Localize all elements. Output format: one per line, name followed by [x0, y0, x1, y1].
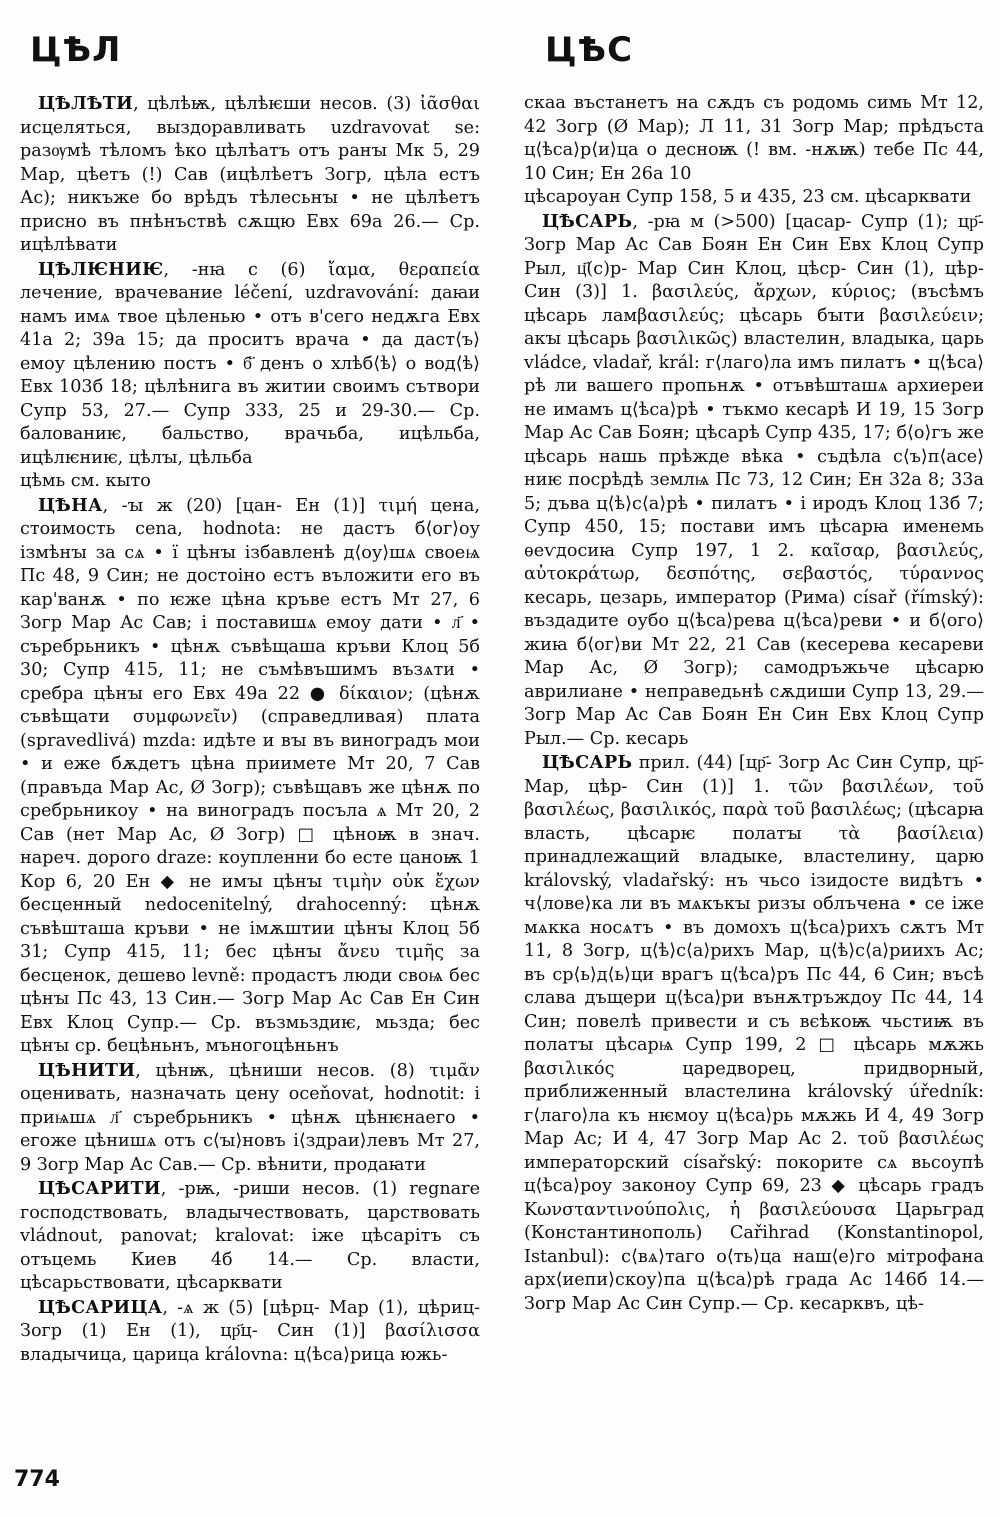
- entry-headword: ЦѢНИТИ: [38, 1059, 136, 1081]
- entry-text: скаа въстанетъ на сѫдъ съ родомь симь Мт 12, 42 Зогр (Ø Мар); Л 11, 31 Зогр Мар; прѣдъста ц⟨ѣса⟩р⟨и⟩ца о десноѭ (! вм. -нѫѭ) тебе Пс 44, 10 Син; Ен 26а 10: [524, 93, 984, 184]
- dictionary-entry: [20, 1296, 480, 1368]
- running-head-left: ЦѢЛ: [30, 30, 122, 70]
- entry-text: , цѣнѭ, цѣниши несов. (8) τιμᾶν оценивать, назначать цену oceňovat, hodnotit: і приѩшѧ л҃ сърeбрьникъ • цѣнѫ цѣнѥнаего • егоже цѣнишѧ отъ с⟨ꙑ⟩новъ і⟨здраи⟩левъ Мт 27, 9 Зогр Мар Ас Сав.— Ср. вѣнити, продаꙗти: [20, 1060, 480, 1175]
- dictionary-entry: [524, 751, 984, 1316]
- dictionary-entry: [20, 494, 480, 1059]
- entry-headword: ЦѢЛѤНИѤ: [38, 258, 164, 280]
- dictionary-entry: [20, 92, 480, 258]
- entry-headword: ЦѢЛѢТИ: [38, 93, 134, 114]
- entry-text: , -ꙑ ж (20) [цан- Ен (1)] τιμή цена, стоимость cena, hodnota: не дастъ б⟨ог⟩оу ізмѣнꙑ за сѧ • ї цѣнꙑ ізбавленѣ д⟨оу⟩шѧ своеѩ Пс 48, 9 Син; не достоіно естъ вълoжити его въ кар'ванѫ • по ѥже цѣна кръве естъ Мт 27, 6 Зогр Мар Ас Сав; і поставишѧ емоу дати • л҃ • сърeбрьникъ • цѣнѫ съвѣщаша кръви Клоц 5б 30; Супр 415, 11; не съмѣвъшимъ възѧти • сребра цѣнꙑ его Евх 49а 22 ● δίκαιον; (цѣнѫ съвѣщати συμφωνεῖν) (справедливая) плата (spravedlivá) mzda: идѣте и вꙑ въ виноградъ мои • и еже бѫдетъ цѣна приимете Мт 20, 7 Сав (правъда Мар Ас, Ø Зогр); съвѣщавъ же цѣнѫ по сребрьникоу • на виноградъ посъла ѧ Мт 20, 2 Сав (нет Мар Ас, Ø Зогр) □ цѣноѭ в знач. нареч. дорого draze: коупленни бо есте цаноѭ 1 Кор 6, 20 Ен ◆ не имꙑ цѣнꙑ τιμὴν οὐκ ἔχων бесценный nedocenitelný, drahocenný: цѣнѫ съвѣшташа кръви • не імѫштии цѣнꙑ Клоц 5б 31; Супр 415, 11; бес цѣнꙑ ἄνευ τιμῆς за бесценок, дешево levně: продастъ люди своѩ бес цѣнꙑ Пс 43, 13 Син.— Зогр Мар Ас Сав Ен Син Евх Клоц Супр.— Ср. възмьздиѥ, мьзда; бес цѣнꙑ ср. бецѣньнъ, мъногоцѣньнъ: [20, 495, 480, 1056]
- entry-headword: ЦѢНА: [38, 494, 103, 516]
- entry-text: , -нꙗ с (6) ἴαμα, θεραπεία лечение, врачевание léčení, uzdravování: даꙗи намъ имѧ твое цѣленью • отъ в'сего недѫга Евх 41а 2; 39а 15; да проситъ врача • да даст⟨ъ⟩ емоу цѣлению постъ • б҃ денъ о хлѣб⟨ѣ⟩ о вод⟨ѣ⟩ Евх 103б 18; цѣлѣнига въ житии своимъ сътвори Супр 53, 27.— Супр 333, 25 и 29-30.— Ср. балованиѥ, бальство, врачьба, ицѣльба, ицѣлѥниѥ, цѣлꙑ, цѣльба: [20, 259, 480, 468]
- entry-text: цѣмь см. кыто: [20, 471, 151, 491]
- entry-headword: ЦѢСАРЬ: [542, 752, 633, 773]
- dictionary-entry: [20, 470, 480, 494]
- entry-headword: ЦѢСАРИТИ: [38, 1178, 161, 1199]
- dictionary-entry: [524, 210, 984, 752]
- dictionary-entry: [524, 186, 984, 210]
- entry-text: , -рѭ, -риши несов. (1) regnare господствовать, владычествовать, царствовать vládnout, panovat; kralovat: іже цѣсарітъ съ отъцемь Киев 4б 14.— Ср. власти, цѣсарьствовати, цѣсарквати: [20, 1179, 480, 1293]
- entry-text: прил. (44) [цр҃- Зогр Ас Син Супр, цр҃- Мар, цѣр- Син (1)] 1. τῶν βασιλέων, τοῦ βασιλέως, βασιλικός, παρὰ τοῦ βασιλέως; (цѣсарꙗ власть, цѣсарѥ полатꙑ τὰ βασίλεια) принадлежащий владыке, властелину, царю královský, vladařský: нъ чьсо ізидосте видѣтъ • ч⟨лове⟩ка ли въ мѧкъкꙑ ризꙑ облъчена • се іже мѧкка носѧтъ • въ домохъ ц⟨ѣса⟩рихъ сѫтъ Мт 11, 8 Зогр, ц⟨ѣ⟩с⟨а⟩рихъ Мар, ц⟨ѣ⟩с⟨а⟩риихъ Ас; въ ср⟨ь⟩д⟨ь⟩ци врагъ ц⟨ѣса⟩ръ Пс 44, 6 Син; въсѣ слава дъщери ц⟨ѣса⟩ри вънѫтръждоу Пс 44, 14 Син; повелѣ привести и съ вєѣкоѭ чьстиѭ въ полатꙑ цѣсарѩ Супр 199, 2 □ цѣсарь мѫжь βασιλικός царедворец, придворный, приближенный властелина královský úředník: г⟨лаго⟩ла къ нѥмоу ц⟨ѣса⟩рь мѫжь И 4, 49 Зогр Мар Ас; И 4, 47 Зогр Мар Ас 2. τοῦ βασιλέως императорский císařský: покорите сѧ вьсоупѣ ц⟨ѣса⟩роу законоу Супр 69, 23 ◆ цѣсарь градъ Κωνσταντινούπολις, ἡ βασιλεύουσα Царьград (Константинополь) Cařihrad (Konstantinopol, Istanbul): с⟨вѧ⟩таго о⟨ть⟩ца наш⟨е⟩го мітрофана арх⟨иепи⟩скоу⟩па ц⟨ѣса⟩рѣ града Ас 146б 14.— Зогр Мар Ас Син Супр.— Ср. кесарквъ, цѣ-: [524, 753, 984, 1314]
- running-head-right: ЦѢС: [545, 30, 634, 70]
- entry-text: , цѣлѣѭ, цѣлѣѥши несов. (3) ἰᾶσθαι исцеляться, выздоравливать uzdravovat se: разѹмѣ тѣломъ ѣко цѣлѣатъ отъ ранꙑ Мк 5, 29 Мар, цѣетъ (!) Сав (ицѣлѣетъ Зогр, цѣла естъ Ас); никъже бо врѣдъ тѣлесьнꙑ • не цѣлѣетъ присно въ пнѣнъствѣ сѫщю Евх 69а 26.— Ср. ицѣлѣвати: [20, 94, 480, 255]
- entry-text: , -рꙗ м (>500) [цасар- Супр (1); цр҃- Зогр Мар Ас Сав Боян Ен Син Евх Клоц Супр Рыл, ц҃(с)р- Мар Син Клоц, цѣср- Син (1), цѣр- Син (3)] 1. βασιλεύς, ἄρχων, κύριος; (въсѣмъ цѣсарь ламβασιλεύς; цѣсарь бꙑти βασιλεύειν; акꙑ цѣсарь βασιλικῶς) властелин, владыка, царь vládce, vladař, král: г⟨лаго⟩ла имъ пилатъ • ц⟨ѣса⟩рѣ ли вашего пропьнѫ • отъвѣшташѧ архиереи не имамъ ц⟨ѣса⟩рѣ • тъкмо кесарѣ И 19, 15 Зогр Мар Ас Сав Боян; цѣсарѣ Супр 435, 17; б⟨о⟩гъ же цѣсарь нашь прѣжде вѣка • съдѣла с⟨ъ⟩п⟨асе⟩ниѥ посрѣдѣ землѩ Пс 73, 12 Син; Ен 32а 8; 33а 5; дъва ц⟨ѣ⟩с⟨а⟩рѣ • пилатъ • і иродъ Клоц 13б 7; Супр 450, 15; постави имъ цѣсарꙗ именемь ѳеѵдосиꙗ Супр 197, 1 2. καῖσαρ, βασιλεύς, αὐτοκράτωρ, δεσπότης, σεβαστός, τύραννος кесарь, цезарь, император (Рима) císař (římský): въздадите оубо ц⟨ѣса⟩рева ц⟨ѣса⟩реви • и б⟨ого⟩жиꙗ б⟨ог⟩ви Мт 22, 21 Сав (кесерева кесареви Мар Ас, Ø Зогр); самодръжьче цѣсарю аврилиане • неправедьнѣ сѫдиши Супр 13, 29.— Зогр Мар Ас Сав Боян Ен Син Евх Клоц Супр Рыл.— Ср. кесарь: [524, 211, 984, 749]
- entry-headword: ЦѢСАРЬ: [542, 210, 633, 232]
- entry-text: цѣсароуан Супр 158, 5 и 435, 23 см. цѣсарквати: [524, 187, 972, 207]
- dictionary-entry: [20, 1177, 480, 1296]
- left-column: [20, 92, 480, 1367]
- dictionary-entry: [20, 258, 480, 471]
- dictionary-entry: [20, 1059, 480, 1178]
- dictionary-entry: [524, 92, 984, 186]
- right-column: [524, 92, 984, 1316]
- page-number: 774: [14, 1467, 60, 1492]
- entry-headword: ЦѢСАРИЦА: [38, 1296, 163, 1318]
- entry-text: , -ѧ ж (5) [цѣрц- Мар (1), цѣриц- Зогр (1) Ен (1), цр҃ц- Син (1)] βασίλισσα владычица, царица královna: ц⟨ѣса⟩рица южь-: [20, 1297, 480, 1365]
